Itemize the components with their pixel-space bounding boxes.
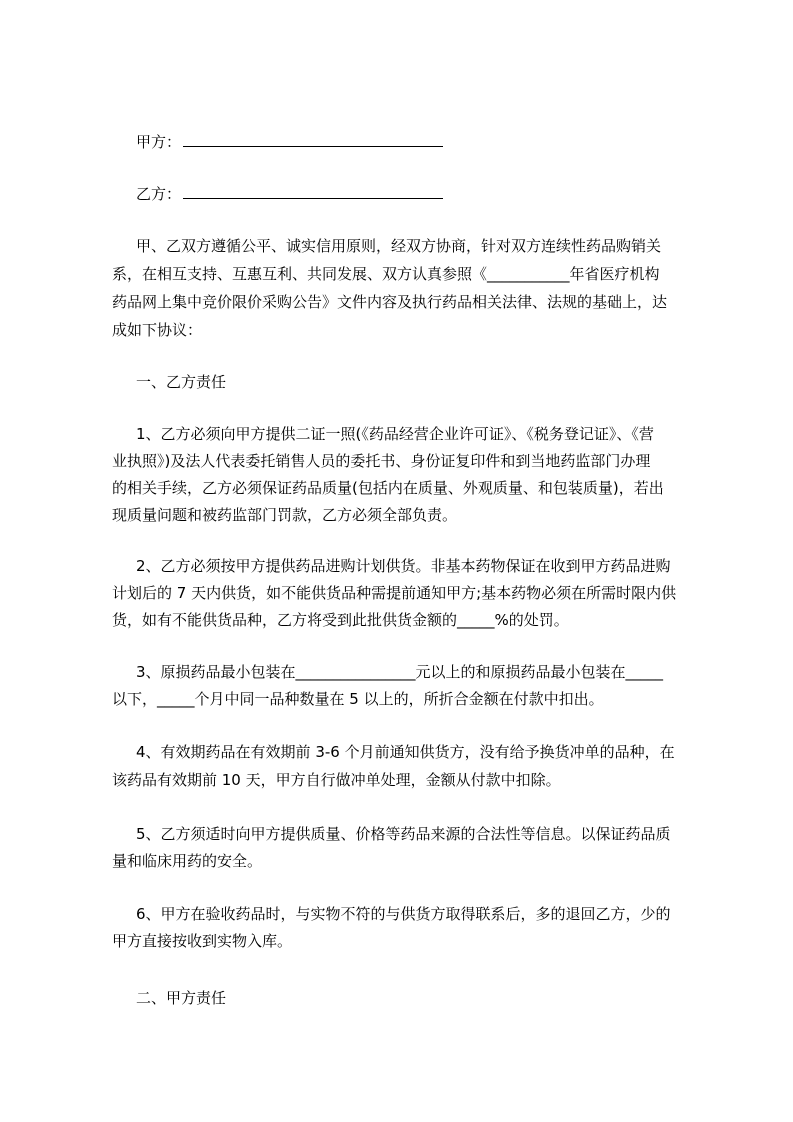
intro-line-4: 成如下协议： — [112, 321, 203, 339]
clause6-line-1: 6、甲方在验收药品时，与实物不符的与供货方取得联系后，多的退回乙方，少的 — [136, 905, 671, 923]
party-a-label: 甲方： — [136, 133, 182, 151]
clause1-line-2: 业执照》)及法人代表委托销售人员的委托书、身份证复印件和到当地药监部门办理 — [112, 452, 651, 470]
clause2-line-3: 货，如有不能供货品种，乙方将受到此批供货金额的_____%的处罚。 — [112, 611, 569, 629]
clause2-line-2: 计划后的 7 天内供货，如不能供货品种需提前通知甲方;基本药物必须在所需时限内供 — [112, 584, 677, 602]
clause5-line-1: 5、乙方须适时向甲方提供质量、价格等药品来源的合法性等信息。以保证药品质 — [136, 825, 671, 843]
intro-line-2: 系，在相互支持、互惠互利、共同发展、双方认真参照《___________年省医疗机构 — [112, 265, 660, 283]
clause1-line-3: 的相关手续，乙方必须保证药品质量(包括内在质量、外观质量、和包装质量)，若出 — [112, 479, 664, 497]
clause1-line-1: 1、乙方必须向甲方提供二证一照(《药品经营企业许可证》、《税务登记证》、《营 — [136, 425, 654, 443]
section1-title: 一、乙方责任 — [136, 373, 227, 391]
clause4-line-2: 该药品有效期前 10 天，甲方自行做冲单处理，金额从付款中扣除。 — [112, 771, 561, 789]
clause3-line-2: 以下，_____个月中同一品种数量在 5 以上的，所折合金额在付款中扣出。 — [112, 690, 604, 708]
party-a-blank — [183, 132, 443, 147]
clause4-line-1: 4、有效期药品在有效期前 3-6 个月前通知供货方，没有给予换货冲单的品种，在 — [136, 743, 675, 761]
intro-line-3: 药品网上集中竞价限价采购公告》文件内容及执行药品相关法律、法规的基础上，达 — [112, 293, 668, 311]
clause1-line-4: 现质量问题和被药监部门罚款，乙方必须全部负责。 — [112, 506, 458, 524]
clause2-line-1: 2、乙方必须按甲方提供药品进购计划供货。非基本药物保证在收到甲方药品进购 — [136, 557, 671, 575]
party-b-line — [136, 184, 736, 204]
party-b-blank — [183, 184, 443, 199]
clause3-line-1: 3、原损药品最小包装在________________元以上的和原损药品最小包装在_____ — [136, 663, 664, 681]
party-a-line — [136, 132, 736, 152]
party-b-label: 乙方： — [136, 185, 182, 203]
intro-line-1: 甲、乙双方遵循公平、诚实信用原则，经双方协商，针对双方连续性药品购销关 — [136, 237, 662, 255]
clause5-line-2: 量和临床用药的安全。 — [112, 852, 263, 870]
clause6-line-2: 甲方直接按收到实物入库。 — [112, 932, 293, 950]
section2-title: 二、甲方责任 — [136, 989, 227, 1007]
